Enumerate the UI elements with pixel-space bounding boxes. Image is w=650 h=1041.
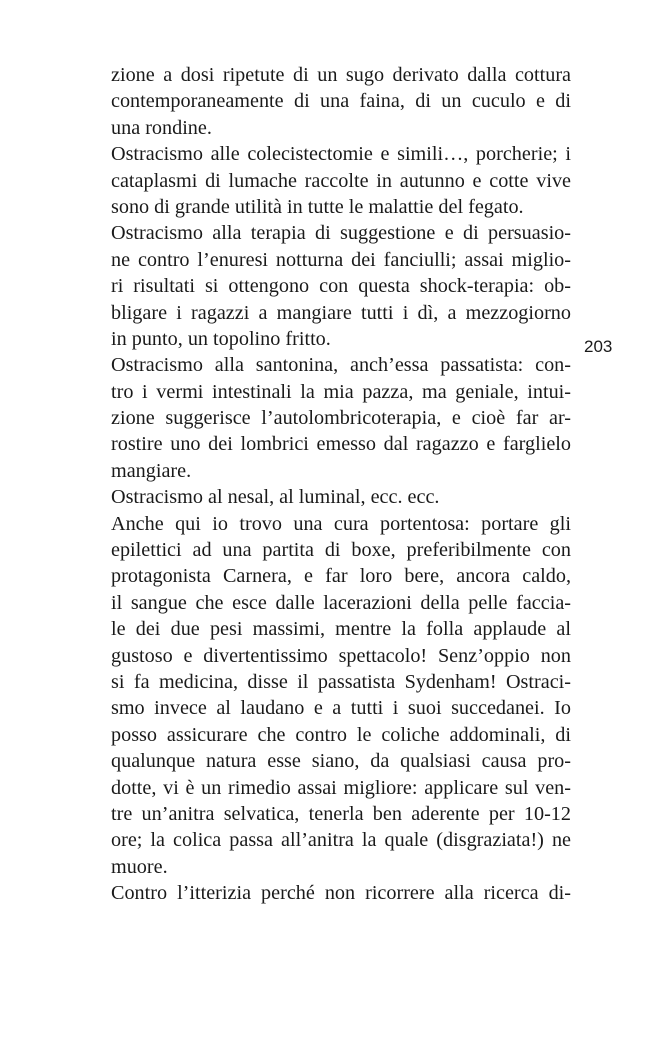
text-line: Contro l’itterizia perché non ricorrere alla ricerca di-: [111, 882, 571, 905]
text-line: zione suggerisce l’autolombricoterapia, e cioè far ar-: [111, 407, 571, 430]
text-line: muore.: [111, 855, 168, 878]
text-line: tro i vermi intestinali la mia pazza, ma geniale, intui-: [111, 380, 571, 403]
text-line: ne contro l’enuresi notturna dei fanciulli; assai miglio-: [111, 248, 571, 271]
text-line: Ostracismo alla santonina, anch’essa passatista: con-: [111, 354, 571, 377]
text-line: smo invece al laudano e a tutti i suoi succedanei. Io: [111, 697, 571, 720]
text-line: ore; la colica passa all’anitra la quale (disgraziata!) ne: [111, 829, 571, 852]
text-line: Ostracismo al nesal, al luminal, ecc. ecc.: [111, 486, 440, 509]
text-line: ri risultati si ottengono con questa shock-terapia: ob-: [111, 275, 571, 298]
text-line: posso assicurare che contro le coliche addominali, di: [111, 723, 571, 746]
text-line: zione a dosi ripetute di un sugo derivato dalla cottura: [111, 64, 571, 86]
text-line: tre un’anitra selvatica, tenerla ben aderente per 10-12: [111, 802, 571, 825]
text-line: qualunque natura esse siano, da qualsiasi causa pro-: [111, 750, 571, 773]
body-text: [111, 62, 571, 907]
text-line: una rondine.: [111, 116, 212, 139]
text-line: dotte, vi è un rimedio assai migliore: applicare sul ven-: [111, 776, 571, 799]
text-line: il sangue che esce dalle lacerazioni della pelle faccia-: [111, 591, 571, 614]
text-line: rostire uno dei lombrici emesso dal ragazzo e farglielo: [111, 433, 571, 456]
text-line: contemporaneamente di una faina, di un cuculo e di: [111, 90, 571, 113]
text-line: Ostracismo alla terapia di suggestione e di persuasio-: [111, 222, 571, 245]
text-line: Anche qui io trovo una cura portentosa: portare gli: [111, 512, 571, 535]
text-line: si fa medicina, disse il passatista Sydenham! Ostraci-: [111, 670, 571, 693]
text-line: le dei due pesi massimi, mentre la folla applaude al: [111, 618, 571, 641]
text-line: cataplasmi di lumache raccolte in autunno e cotte vive: [111, 169, 571, 192]
text-line: protagonista Carnera, e far loro bere, ancora caldo,: [111, 565, 571, 588]
text-line: epilettici ad una partita di boxe, preferibilmente con: [111, 539, 571, 562]
text-line: in punto, un topolino fritto.: [111, 327, 331, 350]
text-line: Ostracismo alle colecistectomie e simili…, porcherie; i: [111, 143, 571, 166]
page-number: 203: [584, 337, 613, 356]
text-line: sono di grande utilità in tutte le malattie del fegato.: [111, 195, 524, 218]
text-line: mangiare.: [111, 459, 192, 482]
text-line: bligare i ragazzi a mangiare tutti i dì, a mezzogiorno: [111, 301, 571, 324]
text-line: gustoso e divertentissimo spettacolo! Senz’oppio non: [111, 644, 571, 667]
